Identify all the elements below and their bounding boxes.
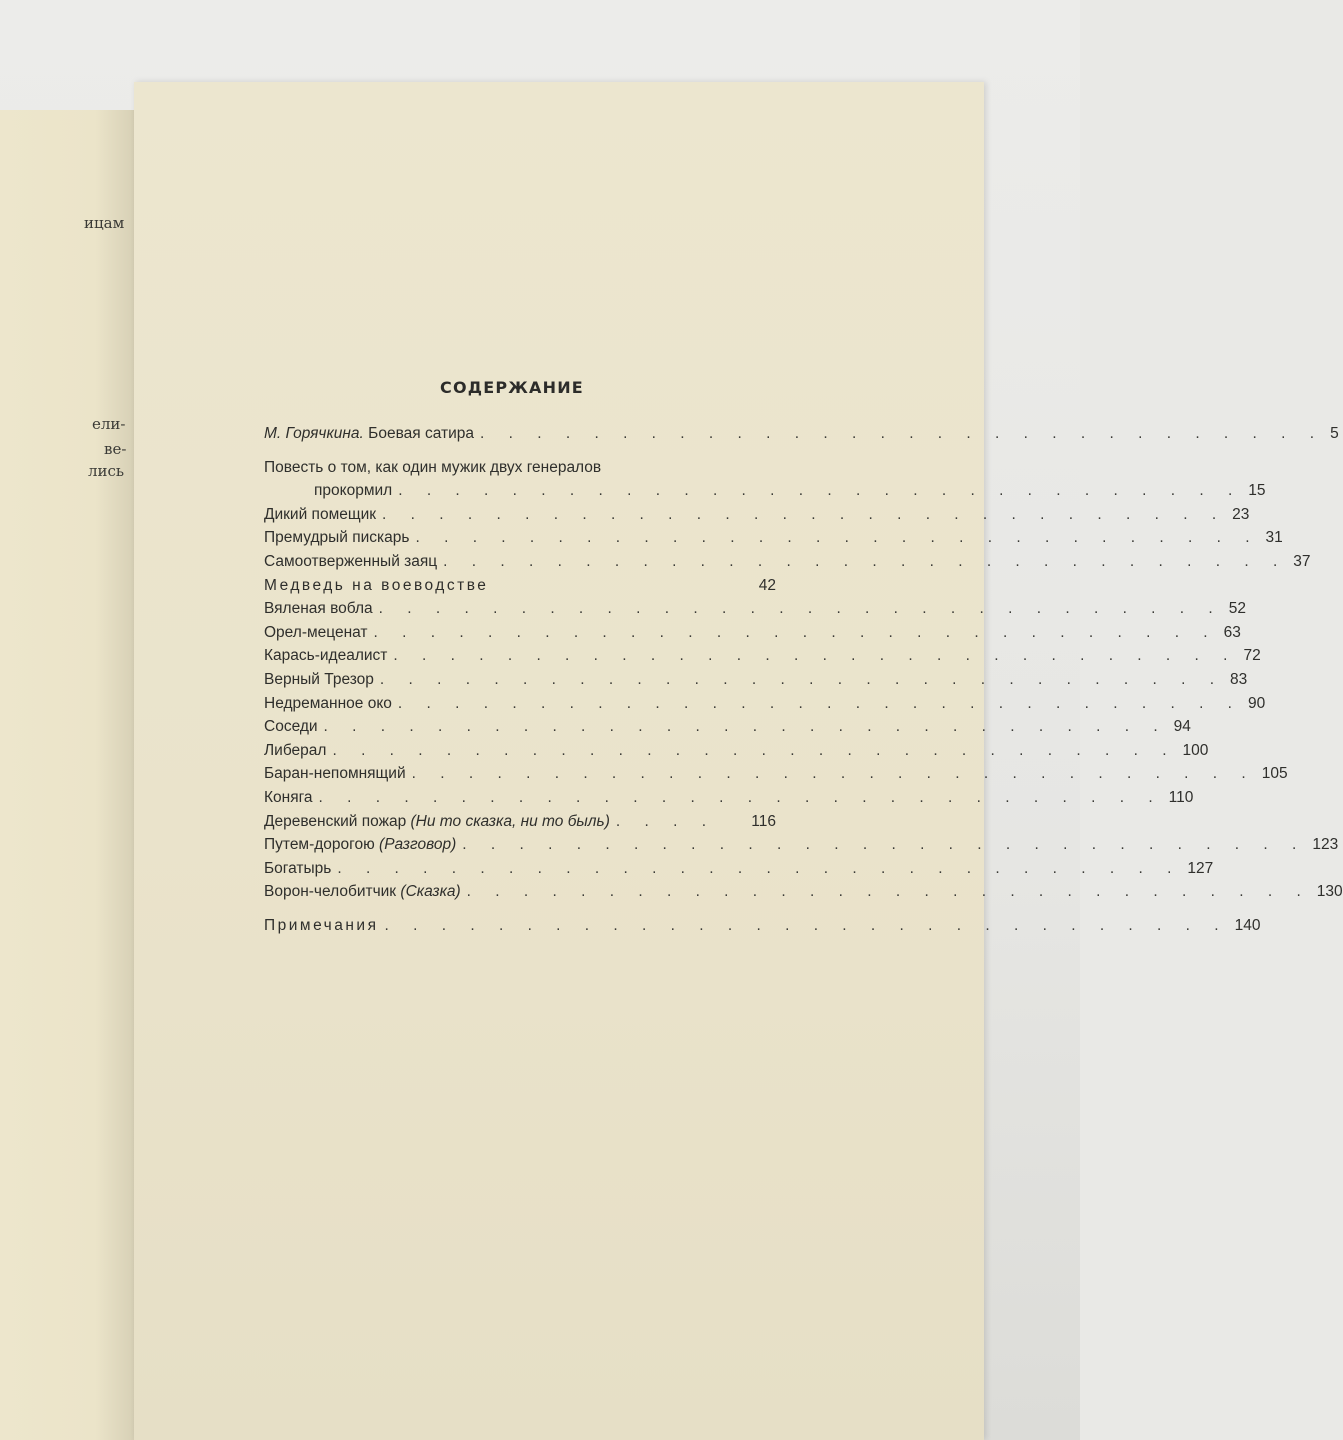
dot-leader: . . . . . . . . . . . . . . . . . . . . . . . . . . . . . . xyxy=(397,694,1242,712)
toc-entry-title: Повесть о том, как один мужик двух генералов xyxy=(264,458,602,476)
toc-entry xyxy=(264,786,1194,810)
toc-entry xyxy=(264,833,1339,857)
toc-entry xyxy=(264,914,1261,938)
toc-entry xyxy=(264,644,1261,668)
left-page xyxy=(0,110,136,1440)
dot-leader: . . . . . . . . . . . . . . . . . . . . . . . . . . . . . . xyxy=(393,647,1238,665)
toc-entry xyxy=(264,456,776,480)
toc-entry-page: 123 xyxy=(1312,836,1339,854)
toc-entry xyxy=(264,422,1339,446)
toc-entry-page: 94 xyxy=(1173,718,1191,736)
dot-leader: . . . . . . . . . . . . . . . . . . . . . . . . . . . . . . xyxy=(480,425,1325,442)
toc-entry-page: 52 xyxy=(1228,600,1246,618)
toc-entry-page: 31 xyxy=(1265,529,1283,547)
toc-entry-page: 116 xyxy=(751,812,776,830)
toc-entry-title: Соседи xyxy=(264,718,318,736)
dot-leader: . . . . . . . . . . . . . . . . . . . . . . . . . . . . . . xyxy=(443,552,1288,570)
toc-entry-page: 5 xyxy=(1330,425,1339,442)
toc-entry-subtitle: (Разговор) xyxy=(379,836,457,854)
toc-entry xyxy=(264,739,1209,763)
dot-leader: . . . . . . . . . . . . . . . . . . . . . . . . . . . . . . xyxy=(379,670,1224,688)
toc-entry xyxy=(264,479,1266,503)
toc-entry xyxy=(264,597,1246,621)
dot-leader: . . . . . . . . . . . . . . . . . . . . . . . . . . . . . . xyxy=(466,883,1311,901)
toc-entry-subtitle: (Ни то сказка, ни то быль) xyxy=(410,812,610,830)
toc-entry-page: 127 xyxy=(1187,859,1214,877)
toc-entry-title: Деревенский пожар xyxy=(264,812,407,830)
toc-entry-title: Либерал xyxy=(264,741,327,759)
toc-entry-page: 42 xyxy=(758,576,776,594)
dot-leader: . . . . . . . . . . . . . . . . . . . . . . . . . . . . . . xyxy=(318,788,1163,806)
toc-entry xyxy=(264,692,1266,716)
toc-entry-title: Боевая сатира xyxy=(368,425,474,442)
toc-entry xyxy=(264,880,1343,904)
toc-entry xyxy=(264,503,1250,527)
toc-entry-title: Медведь на воеводстве xyxy=(264,576,489,594)
toc-entry-page: 105 xyxy=(1261,765,1288,783)
toc-entry-author: М. Горячкина. xyxy=(264,425,364,442)
toc-entry-title: Верный Трезор xyxy=(264,670,374,688)
dot-leader: . . . . . . . . . . . . . . . . . . . . . . . . . . . . . . xyxy=(415,529,1260,547)
toc-entry-page: 90 xyxy=(1247,694,1266,712)
toc-entry-title: Премудрый пискарь xyxy=(264,529,410,547)
toc-entry-page: 140 xyxy=(1234,916,1261,934)
toc-entry xyxy=(264,574,776,598)
toc-entry-page: 37 xyxy=(1293,552,1311,570)
dot-leader: . . . . . . . . . . . . . . . . . . . . . . . . . . . . . . xyxy=(373,623,1218,641)
dot-leader: . . . . . . . . . . . . . . . . . . . . . . . . . . . . . . xyxy=(398,482,1243,500)
toc-entry xyxy=(264,762,1288,786)
toc-entry-page: 72 xyxy=(1243,647,1261,665)
toc-entry-subtitle: (Сказка) xyxy=(400,883,461,901)
dot-leader: . . . . . . . . . . . . . . . . . . . . . . . . . . . . . . xyxy=(382,505,1227,523)
toc-entry xyxy=(264,810,776,834)
toc-entry-title: прокормил xyxy=(314,482,393,500)
toc-entry xyxy=(264,668,1248,692)
dot-leader: . . . . . . . . . . . . . . . . . . . . . . . . . . . . . . xyxy=(384,916,1229,934)
dot-leader: . . . . . . . . . . . . . . . . . . . . . . . . . . . . . . xyxy=(378,600,1223,618)
toc-entry-title: Дикий помещик xyxy=(264,505,377,523)
toc-entry-title: Баран-непомнящий xyxy=(264,765,406,783)
dot-leader: . . . . . . . . . . . . . . . . . . . . . . . . . . . . . . xyxy=(411,765,1256,783)
toc-entry-title: Коняга xyxy=(264,788,313,806)
toc-entry-title: Путем-дорогою xyxy=(264,836,375,854)
toc-entry-page: 83 xyxy=(1230,670,1248,688)
toc-entry-title: Карась-идеалист xyxy=(264,647,388,665)
toc-entry-page: 130 xyxy=(1316,883,1343,901)
toc-entry-title: Недреманное око xyxy=(264,694,392,712)
toc-entry-title: Орел-меценат xyxy=(264,623,368,641)
left-page-fragment: ели- xyxy=(92,415,126,433)
toc-entry-page: 63 xyxy=(1223,623,1241,641)
toc-entry xyxy=(264,857,1214,881)
toc-entry xyxy=(264,621,1241,645)
toc-entry xyxy=(264,715,1191,739)
table-of-contents xyxy=(264,422,1343,937)
dot-leader: . . . . . . . . . . . . . . . . . . . . . . . . . . . . . . xyxy=(462,836,1307,854)
dot-leader: . . . . . . . . . . . . . . . . . . . . . . . . . . . . . . xyxy=(323,718,1168,736)
right-page xyxy=(134,82,1343,1440)
dot-leader: . . . . . . . . . . . . . . . . . . . . . . . . . . . . . . xyxy=(337,859,1182,877)
toc-entry-title: Ворон-челобитчик xyxy=(264,883,397,901)
left-page-fragment: ве- xyxy=(104,440,127,458)
left-page-fragment: ицам xyxy=(84,214,125,232)
dot-leader: . . . . xyxy=(615,812,717,830)
toc-entry-page: 15 xyxy=(1248,482,1266,500)
toc-entry-page: 110 xyxy=(1168,788,1194,806)
toc-heading: СОДЕРЖАНИЕ xyxy=(440,378,584,397)
dot-leader: . . . . . . . . . . . . . . . . . . . . . . . . . . . . . . xyxy=(332,741,1177,759)
toc-entry xyxy=(264,526,1283,550)
toc-entry xyxy=(264,550,1311,574)
toc-entry-title: Примечания xyxy=(264,916,379,934)
toc-entry-title: Богатырь xyxy=(264,859,332,877)
left-page-fragment: лись xyxy=(88,462,125,480)
toc-entry-page: 23 xyxy=(1232,505,1250,523)
toc-entry-page: 100 xyxy=(1182,741,1209,759)
toc-entry-title: Самоотверженный заяц xyxy=(264,552,438,570)
toc-entry-title: Вяленая вобла xyxy=(264,600,373,618)
